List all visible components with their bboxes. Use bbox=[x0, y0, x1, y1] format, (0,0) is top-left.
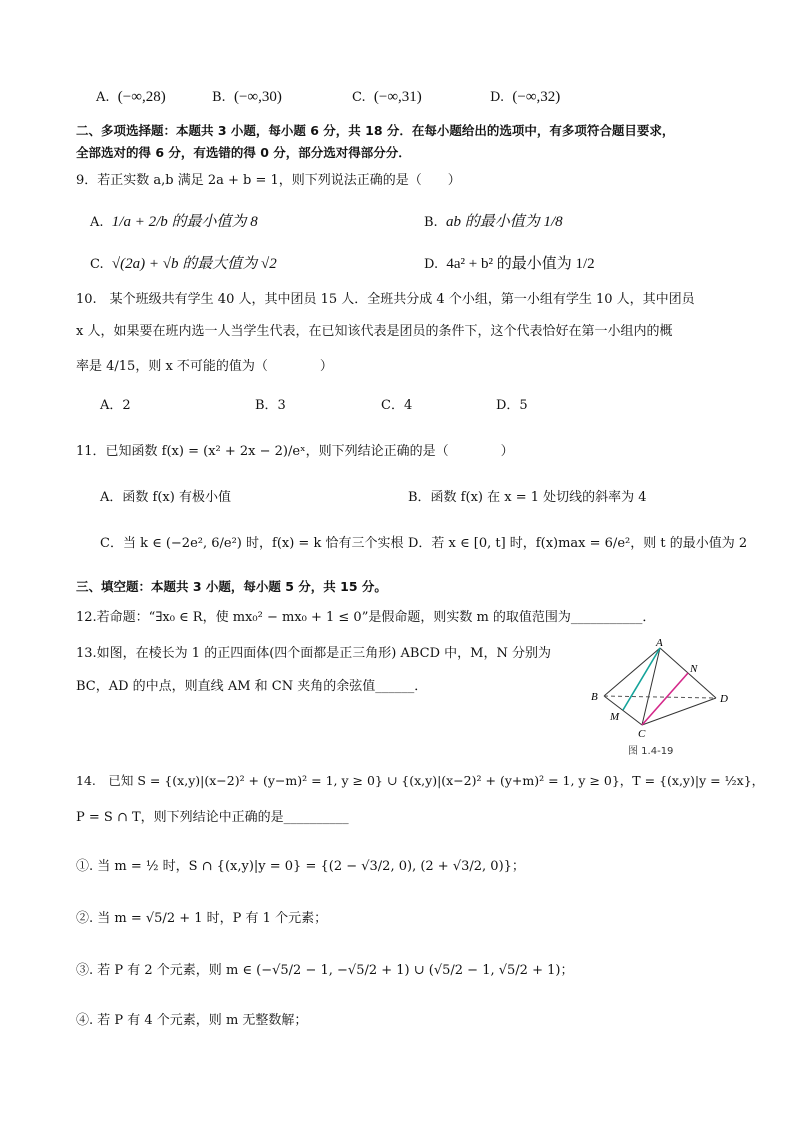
edge-bd-hidden bbox=[604, 696, 716, 698]
q10-option-d: D．5 bbox=[496, 398, 528, 413]
section3-heading: 三、填空题：本题共 3 小题，每小题 5 分，共 15 分。 bbox=[76, 579, 387, 594]
q9-option-a: A. 1/a + 2/b 的最小值为 8 bbox=[90, 214, 258, 230]
q8-option-d: D. (−∞,32) bbox=[490, 89, 561, 105]
tetrahedron-figure bbox=[584, 636, 734, 758]
q14-line2: P = S ∩ T，则下列结论中正确的是__________ bbox=[76, 810, 349, 825]
label-d: D bbox=[720, 693, 728, 705]
q9-option-c: C. √(2a) + √b 的最大值为 √2 bbox=[90, 256, 277, 272]
q14-item4: ④. 若 P 有 4 个元素，则 m 无整数解； bbox=[76, 1013, 308, 1028]
q13-line2: BC，AD 的中点，则直线 AM 和 CN 夹角的余弦值______． bbox=[76, 679, 428, 694]
edge-ab bbox=[604, 648, 660, 696]
q10-line2: x 人，如果要在班内选一人当学生代表，在已知该代表是团员的条件下，这个代表恰好在第一小组内的概 bbox=[76, 324, 673, 339]
q10-option-c: C．4 bbox=[381, 398, 413, 413]
q14-item1: ①. 当 m = ½ 时，S ∩ {(x,y)|y = 0} = {(2 − √3/2, 0), (2 + √3/2, 0)}； bbox=[76, 859, 525, 874]
segment-am bbox=[623, 648, 660, 710]
label-b: B bbox=[591, 691, 598, 703]
label-c: C bbox=[638, 728, 646, 740]
q14-line1: 14. 已知 S = {(x,y)|(x−2)² + (y−m)² = 1, y ≥ 0} ∪ {(x,y)|(x−2)² + (y+m)² = 1, y ≥ 0}，T = {(x,y)|y = ½x}， bbox=[76, 773, 765, 788]
label-a: A bbox=[656, 637, 663, 649]
q9-option-d: D. 4a² + b² 的最小值为 1/2 bbox=[424, 256, 595, 272]
q8-option-a: A. (−∞,28) bbox=[96, 89, 166, 105]
q10-option-b: B．3 bbox=[255, 398, 286, 413]
figure-caption: 图 1.4-19 bbox=[628, 746, 674, 757]
section2-heading-line2: 全部选对的得 6 分，有选错的得 0 分，部分选对得部分分． bbox=[76, 145, 411, 160]
label-n: N bbox=[690, 663, 698, 675]
q8-option-b: B. (−∞,30) bbox=[212, 89, 282, 105]
q8-option-c: C. (−∞,31) bbox=[352, 89, 422, 105]
q11-option-a: A．函数 f(x) 有极小值 bbox=[100, 490, 231, 505]
q10-line3: 率是 4/15，则 x 不可能的值为（ ） bbox=[76, 359, 333, 374]
q11-option-d: D．若 x ∈ [0, t] 时，f(x)max = 6/e²，则 t 的最小值为 2 bbox=[408, 536, 748, 551]
q13-line1: 13.如图，在棱长为 1 的正四面体(四个面都是正三角形) ABCD 中，M，N 分别为 bbox=[76, 646, 551, 661]
q11-stem: 11．已知函数 f(x) = (x² + 2x − 2)/eˣ，则下列结论正确的是（ ） bbox=[76, 444, 514, 459]
q9-option-b: B. ab 的最小值为 1/8 bbox=[424, 214, 563, 230]
edge-ac bbox=[642, 648, 660, 725]
segment-cn bbox=[642, 673, 688, 725]
q11-option-c: C．当 k ∈ (−2e², 6/e²) 时，f(x) = k 恰有三个实根 bbox=[100, 536, 404, 551]
q10-option-a: A．2 bbox=[100, 398, 131, 413]
label-m: M bbox=[610, 711, 620, 723]
q11-option-b: B．函数 f(x) 在 x = 1 处切线的斜率为 4 bbox=[408, 490, 647, 505]
q9-stem: 9．若正实数 a,b 满足 2a + b = 1，则下列说法正确的是（ ） bbox=[76, 173, 461, 188]
q14-item3: ③. 若 P 有 2 个元素，则 m ∈ (−√5/2 − 1, −√5/2 + 1) ∪ (√5/2 − 1, √5/2 + 1)； bbox=[76, 963, 574, 978]
q14-item2: ②. 当 m = √5/2 + 1 时，P 有 1 个元素； bbox=[76, 911, 328, 926]
q12-text: 12.若命题：“∃x₀ ∈ R，使 mx₀² − mx₀ + 1 ≤ 0”是假命题，则实数 m 的取值范围为___________． bbox=[76, 610, 656, 625]
section2-heading-line1: 二、多项选择题：本题共 3 小题，每小题 6 分，共 18 分．在每小题给出的选项中，有多项符合题目要求， bbox=[76, 123, 675, 138]
q10-line1: 10. 某个班级共有学生 40 人，其中团员 15 人．全班共分成 4 个小组，第一小组有学生 10 人，其中团员 bbox=[76, 292, 695, 307]
